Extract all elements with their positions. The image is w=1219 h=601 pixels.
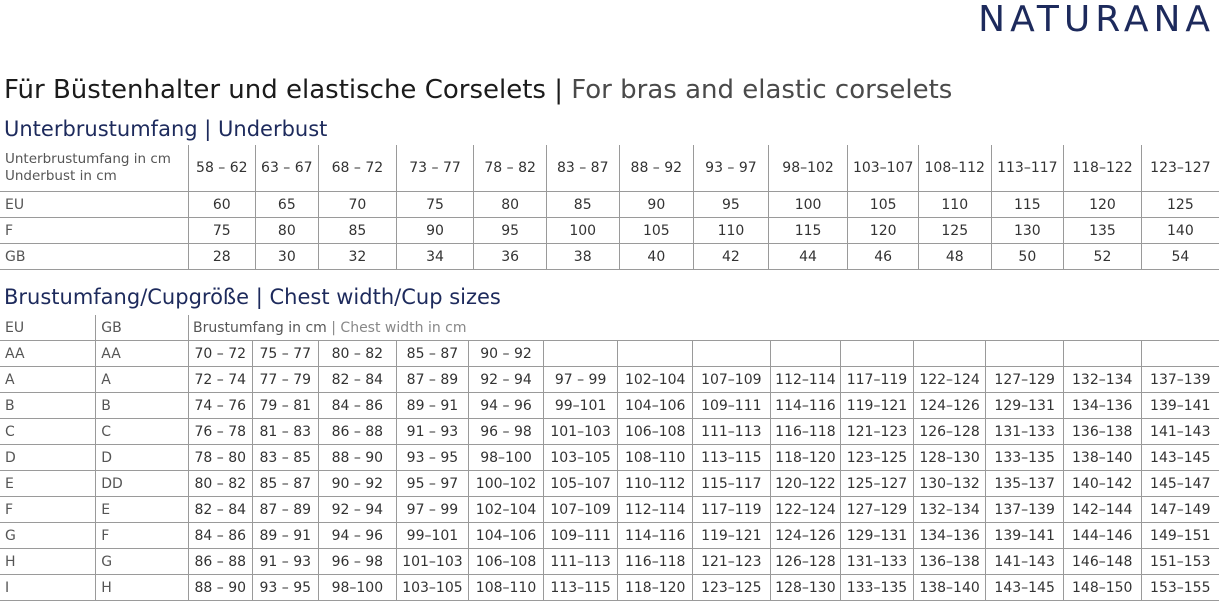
table-cell [986, 341, 1064, 367]
table-cell: 111–113 [543, 549, 618, 575]
table-cell: 113–115 [543, 575, 618, 601]
table-cell: 84 – 86 [319, 393, 397, 419]
table-cell: 85 [546, 192, 619, 218]
table-cell: 70 – 72 [189, 341, 253, 367]
table-cell: 101–103 [396, 549, 469, 575]
table-cell: 50 [991, 244, 1064, 270]
table-cell: 146–148 [1063, 549, 1141, 575]
table-cell: 72 – 74 [189, 367, 253, 393]
underbust-range-cell: 58 – 62 [189, 145, 256, 192]
table-cell: 139–141 [1141, 393, 1219, 419]
table-cell: 110 [694, 218, 769, 244]
col-gb-header: GB [96, 315, 189, 341]
table-cell: 90 – 92 [469, 341, 544, 367]
underbust-range-cell: 93 – 97 [694, 145, 769, 192]
table-cell: 108–110 [469, 575, 544, 601]
table-cell: 100 [768, 192, 848, 218]
table-cell: 88 – 90 [189, 575, 253, 601]
table-cell: 99–101 [396, 523, 469, 549]
cup-gb-cell: DD [96, 471, 189, 497]
table-cell: 132–134 [913, 497, 986, 523]
table-cell: 75 – 77 [252, 341, 319, 367]
table-cell: 97 – 99 [396, 497, 469, 523]
table-cell: 86 – 88 [189, 549, 253, 575]
underbust-label-de: Unterbrustumfang in cm [5, 151, 188, 168]
table-cell: 70 [319, 192, 397, 218]
cup-heading [4, 284, 501, 310]
table-cell: 126–128 [913, 419, 986, 445]
table-cell: 30 [255, 244, 319, 270]
table-cell: 130 [991, 218, 1064, 244]
table-cell: 103–105 [543, 445, 618, 471]
cup-gb-cell: B [96, 393, 189, 419]
table-cell: 75 [189, 218, 256, 244]
table-row [0, 497, 1219, 523]
table-cell: 94 – 96 [469, 393, 544, 419]
table-cell: 65 [255, 192, 319, 218]
table-cell: 86 – 88 [319, 419, 397, 445]
table-cell: 137–139 [1141, 367, 1219, 393]
cup-gb-cell: E [96, 497, 189, 523]
underbust-range-cell: 88 – 92 [619, 145, 694, 192]
table-cell: 134–136 [1063, 393, 1141, 419]
cup-eu-cell: B [0, 393, 96, 419]
table-cell: 129–131 [841, 523, 914, 549]
table-cell: 96 – 98 [469, 419, 544, 445]
table-cell: 28 [189, 244, 256, 270]
table-cell: 112–114 [618, 497, 693, 523]
table-row [0, 419, 1219, 445]
table-cell: 88 – 90 [319, 445, 397, 471]
table-cell: 105 [848, 192, 919, 218]
table-cell: 142–144 [1063, 497, 1141, 523]
table-cell: 117–119 [693, 497, 771, 523]
table-cell: 135 [1064, 218, 1142, 244]
table-cell: 82 – 84 [319, 367, 397, 393]
cup-gb-cell: H [96, 575, 189, 601]
table-cell: 94 – 96 [319, 523, 397, 549]
table-cell: 83 – 85 [252, 445, 319, 471]
table-cell: 140 [1141, 218, 1219, 244]
underbust-range-cell: 78 – 82 [474, 145, 547, 192]
table-cell: 134–136 [913, 523, 986, 549]
table-cell: 117–119 [841, 367, 914, 393]
table-cell [913, 341, 986, 367]
table-cell: 153–155 [1141, 575, 1219, 601]
table-cell: 120–122 [770, 471, 841, 497]
table-cell: 115 [991, 192, 1064, 218]
table-cell: 123–125 [841, 445, 914, 471]
table-cell: 44 [768, 244, 848, 270]
underbust-heading-separator: | [198, 117, 218, 141]
table-cell: 80 [474, 192, 547, 218]
cup-eu-cell: I [0, 575, 96, 601]
cup-heading-en: Chest width/Cup sizes [270, 285, 501, 309]
table-cell: 103–105 [396, 575, 469, 601]
table-cell: 128–130 [913, 445, 986, 471]
cup-gb-cell: D [96, 445, 189, 471]
cup-heading-de: Brustumfang/Cupgröße [4, 285, 249, 309]
table-cell: 110 [918, 192, 991, 218]
table-cell: 138–140 [1063, 445, 1141, 471]
table-cell: 125 [918, 218, 991, 244]
table-cell: 98–100 [319, 575, 397, 601]
cup-eu-cell: F [0, 497, 96, 523]
table-cell: 121–123 [841, 419, 914, 445]
table-cell: 90 – 92 [319, 471, 397, 497]
table-cell: 104–106 [469, 523, 544, 549]
cup-gb-cell: AA [96, 341, 189, 367]
table-cell: 108–110 [618, 445, 693, 471]
table-cell: 127–129 [986, 367, 1064, 393]
table-cell: 77 – 79 [252, 367, 319, 393]
table-cell: 102–104 [618, 367, 693, 393]
chest-width-label-en: Chest width in cm [340, 320, 466, 336]
table-cell: 101–103 [543, 419, 618, 445]
table-cell: 109–111 [543, 523, 618, 549]
table-cell: 52 [1064, 244, 1142, 270]
table-cell [770, 341, 841, 367]
table-cell: 42 [694, 244, 769, 270]
table-cell: 144–146 [1063, 523, 1141, 549]
table-cell: 131–133 [841, 549, 914, 575]
table-cell: 85 [319, 218, 397, 244]
table-cell: 78 – 80 [189, 445, 253, 471]
table-cell: 46 [848, 244, 919, 270]
cup-eu-cell: G [0, 523, 96, 549]
table-cell: 38 [546, 244, 619, 270]
table-cell: 90 [396, 218, 474, 244]
table-cell: 135–137 [986, 471, 1064, 497]
table-cell: 139–141 [986, 523, 1064, 549]
underbust-header-row [0, 145, 1219, 192]
table-cell: 89 – 91 [396, 393, 469, 419]
table-cell: 110–112 [618, 471, 693, 497]
table-cell: 141–143 [1141, 419, 1219, 445]
underbust-range-cell: 103–107 [848, 145, 919, 192]
table-cell: 85 – 87 [396, 341, 469, 367]
row-label: F [0, 218, 189, 244]
cup-eu-cell: A [0, 367, 96, 393]
table-cell: 114–116 [770, 393, 841, 419]
table-cell: 111–113 [693, 419, 771, 445]
table-cell: 82 – 84 [189, 497, 253, 523]
table-cell [841, 341, 914, 367]
table-cell: 80 – 82 [319, 341, 397, 367]
table-row [0, 218, 1219, 244]
table-cell: 93 – 95 [396, 445, 469, 471]
table-cell [543, 341, 618, 367]
table-row [0, 445, 1219, 471]
table-cell: 80 [255, 218, 319, 244]
cup-gb-cell: A [96, 367, 189, 393]
page-title-separator: | [546, 75, 571, 105]
table-cell: 121–123 [693, 549, 771, 575]
table-row [0, 523, 1219, 549]
underbust-range-cell: 113–117 [991, 145, 1064, 192]
table-cell: 95 [474, 218, 547, 244]
row-label: GB [0, 244, 189, 270]
table-row [0, 244, 1219, 270]
chest-width-header [189, 315, 1219, 341]
table-cell: 107–109 [693, 367, 771, 393]
table-cell: 120 [848, 218, 919, 244]
underbust-range-cell: 98–102 [768, 145, 848, 192]
table-cell: 106–108 [618, 419, 693, 445]
table-cell: 105 [619, 218, 694, 244]
table-cell: 40 [619, 244, 694, 270]
table-cell [1063, 341, 1141, 367]
table-cell: 100–102 [469, 471, 544, 497]
table-cell: 76 – 78 [189, 419, 253, 445]
table-cell: 95 – 97 [396, 471, 469, 497]
table-cell: 93 – 95 [252, 575, 319, 601]
underbust-table [0, 145, 1219, 270]
table-cell: 81 – 83 [252, 419, 319, 445]
table-cell: 100 [546, 218, 619, 244]
table-row [0, 393, 1219, 419]
table-cell: 122–124 [913, 367, 986, 393]
table-cell: 87 – 89 [396, 367, 469, 393]
table-cell: 128–130 [770, 575, 841, 601]
table-row [0, 575, 1219, 601]
table-row [0, 367, 1219, 393]
table-cell: 132–134 [1063, 367, 1141, 393]
table-cell: 84 – 86 [189, 523, 253, 549]
table-cell: 87 – 89 [252, 497, 319, 523]
table-cell: 123–125 [693, 575, 771, 601]
chest-width-label-de: Brustumfang in cm [193, 320, 327, 336]
page-title-en: For bras and elastic corselets [571, 75, 952, 105]
table-cell: 118–120 [770, 445, 841, 471]
underbust-range-cell: 73 – 77 [396, 145, 474, 192]
table-row [0, 471, 1219, 497]
table-cell: 102–104 [469, 497, 544, 523]
table-cell: 112–114 [770, 367, 841, 393]
table-cell: 131–133 [986, 419, 1064, 445]
row-label: EU [0, 192, 189, 218]
cup-eu-cell: H [0, 549, 96, 575]
cup-eu-cell: AA [0, 341, 96, 367]
cup-size-table [0, 315, 1219, 601]
table-cell: 48 [918, 244, 991, 270]
table-cell: 109–111 [693, 393, 771, 419]
table-cell: 106–108 [469, 549, 544, 575]
table-cell: 79 – 81 [252, 393, 319, 419]
table-cell: 125 [1141, 192, 1219, 218]
cup-eu-cell: C [0, 419, 96, 445]
cup-header-row [0, 315, 1219, 341]
table-cell: 119–121 [841, 393, 914, 419]
underbust-range-cell: 68 – 72 [319, 145, 397, 192]
table-cell: 36 [474, 244, 547, 270]
table-cell: 107–109 [543, 497, 618, 523]
underbust-range-cell: 118–122 [1064, 145, 1142, 192]
table-row [0, 549, 1219, 575]
brand-logo: NATURANA [978, 0, 1215, 40]
table-cell: 141–143 [986, 549, 1064, 575]
table-cell: 138–140 [913, 575, 986, 601]
table-cell: 125–127 [841, 471, 914, 497]
table-cell: 115 [768, 218, 848, 244]
table-cell: 147–149 [1141, 497, 1219, 523]
table-cell: 124–126 [913, 393, 986, 419]
underbust-header-label [0, 145, 189, 192]
table-cell: 104–106 [618, 393, 693, 419]
chest-width-separator: | [327, 320, 341, 336]
table-cell: 75 [396, 192, 474, 218]
table-cell: 74 – 76 [189, 393, 253, 419]
underbust-range-cell: 83 – 87 [546, 145, 619, 192]
table-cell: 32 [319, 244, 397, 270]
table-cell: 136–138 [913, 549, 986, 575]
underbust-heading [4, 116, 327, 142]
underbust-range-cell: 123–127 [1141, 145, 1219, 192]
col-eu-header: EU [0, 315, 96, 341]
table-cell: 127–129 [841, 497, 914, 523]
table-cell: 140–142 [1063, 471, 1141, 497]
table-cell: 149–151 [1141, 523, 1219, 549]
table-cell: 115–117 [693, 471, 771, 497]
table-cell: 114–116 [618, 523, 693, 549]
table-cell: 113–115 [693, 445, 771, 471]
table-cell: 99–101 [543, 393, 618, 419]
table-cell: 120 [1064, 192, 1142, 218]
cup-eu-cell: D [0, 445, 96, 471]
cup-gb-cell: C [96, 419, 189, 445]
table-cell: 151–153 [1141, 549, 1219, 575]
table-cell: 133–135 [841, 575, 914, 601]
cup-heading-separator: | [249, 285, 269, 309]
table-cell: 124–126 [770, 523, 841, 549]
page-title-de: Für Büstenhalter und elastische Corselets [4, 75, 546, 105]
table-row [0, 341, 1219, 367]
table-cell: 92 – 94 [319, 497, 397, 523]
table-cell: 60 [189, 192, 256, 218]
table-cell: 96 – 98 [319, 549, 397, 575]
table-cell: 133–135 [986, 445, 1064, 471]
underbust-heading-de: Unterbrustumfang [4, 117, 198, 141]
table-cell: 92 – 94 [469, 367, 544, 393]
table-row [0, 192, 1219, 218]
table-cell: 54 [1141, 244, 1219, 270]
table-cell: 80 – 82 [189, 471, 253, 497]
table-cell: 85 – 87 [252, 471, 319, 497]
table-cell: 136–138 [1063, 419, 1141, 445]
table-cell: 118–120 [618, 575, 693, 601]
table-cell [693, 341, 771, 367]
underbust-range-cell: 108–112 [918, 145, 991, 192]
table-cell: 97 – 99 [543, 367, 618, 393]
table-cell: 137–139 [986, 497, 1064, 523]
table-cell [618, 341, 693, 367]
table-cell: 143–145 [986, 575, 1064, 601]
underbust-label-en: Underbust in cm [5, 168, 188, 185]
table-cell: 116–118 [770, 419, 841, 445]
table-cell: 145–147 [1141, 471, 1219, 497]
underbust-range-cell: 63 – 67 [255, 145, 319, 192]
table-cell: 130–132 [913, 471, 986, 497]
table-cell: 122–124 [770, 497, 841, 523]
table-cell: 34 [396, 244, 474, 270]
table-cell: 95 [694, 192, 769, 218]
table-cell: 90 [619, 192, 694, 218]
table-cell: 98–100 [469, 445, 544, 471]
table-cell: 126–128 [770, 549, 841, 575]
table-cell: 116–118 [618, 549, 693, 575]
table-cell: 129–131 [986, 393, 1064, 419]
page-title [4, 74, 952, 106]
table-cell: 119–121 [693, 523, 771, 549]
table-cell: 91 – 93 [396, 419, 469, 445]
cup-eu-cell: E [0, 471, 96, 497]
table-cell: 91 – 93 [252, 549, 319, 575]
cup-gb-cell: F [96, 523, 189, 549]
table-cell: 148–150 [1063, 575, 1141, 601]
table-cell: 143–145 [1141, 445, 1219, 471]
table-cell: 89 – 91 [252, 523, 319, 549]
table-cell: 105–107 [543, 471, 618, 497]
cup-gb-cell: G [96, 549, 189, 575]
underbust-heading-en: Underbust [218, 117, 327, 141]
table-cell [1141, 341, 1219, 367]
